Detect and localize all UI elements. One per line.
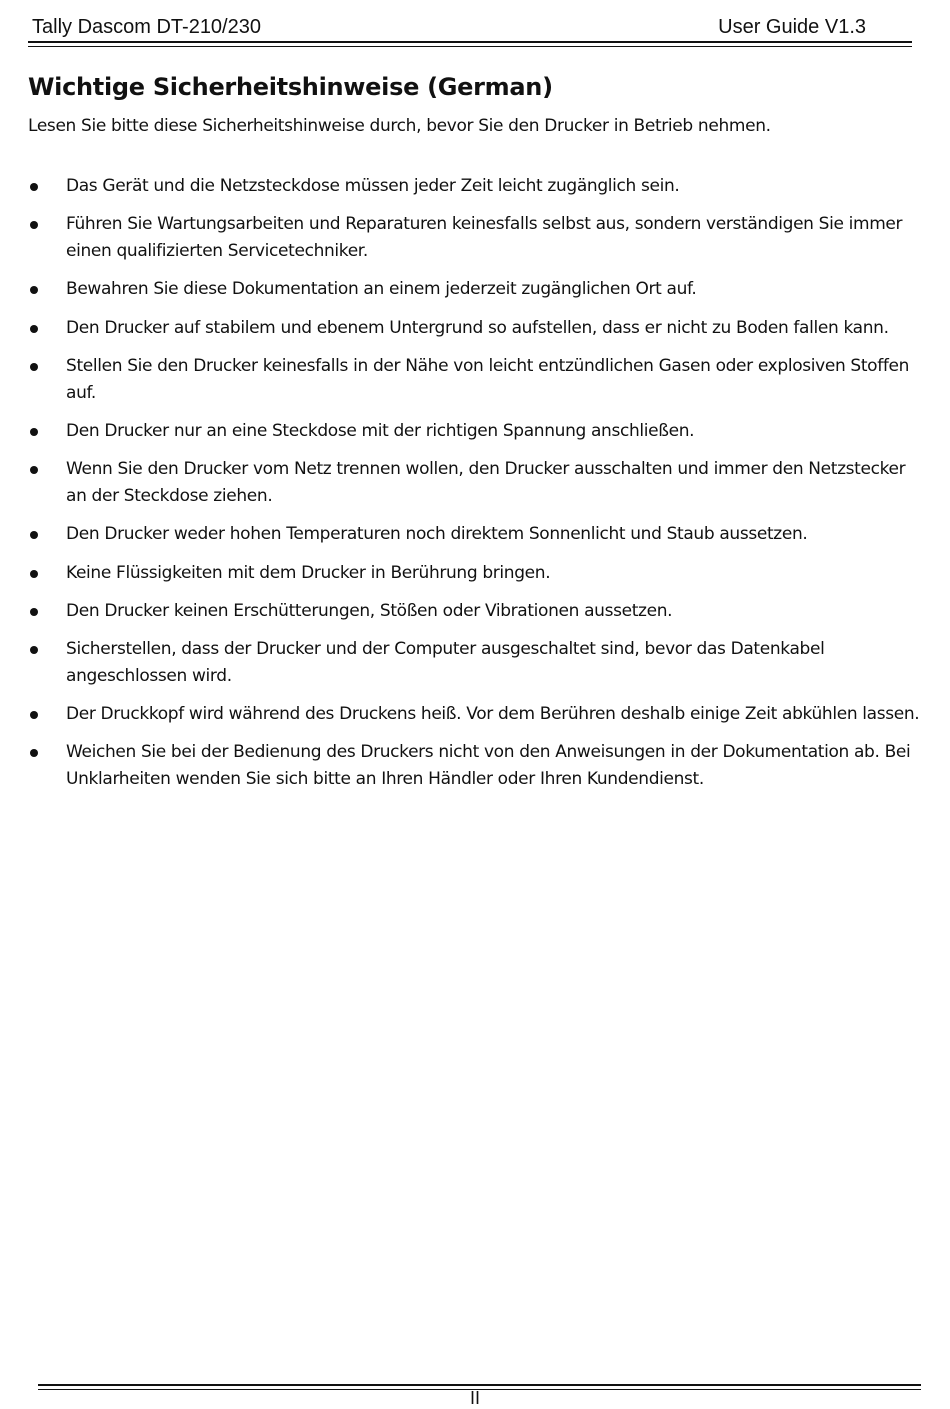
list-item — [28, 598, 920, 625]
bullet-icon — [30, 608, 38, 616]
list-item-text: Der Druckkopf wird während des Druckens heiß. Vor dem Berühren deshalb einige Zeit abkühlen lassen. — [66, 704, 920, 725]
list-item-text: Führen Sie Wartungsarbeiten und Reparaturen keinesfalls selbst aus, sondern verständigen Sie immer einen qualifizierten Servicetechniker. — [66, 214, 903, 262]
page-header — [28, 14, 912, 40]
list-item — [28, 560, 920, 587]
page-title: Wichtige Sicherheitshinweise (German) — [28, 73, 553, 101]
list-item-text: Keine Flüssigkeiten mit dem Drucker in Berührung bringen. — [66, 562, 551, 583]
header-guide-version: User Guide V1.3 — [718, 16, 866, 38]
list-item-text: Den Drucker weder hohen Temperaturen noch direktem Sonnenlicht und Staub aussetzen. — [66, 524, 808, 545]
header-rule — [28, 41, 912, 47]
list-item — [28, 173, 920, 200]
list-item — [28, 353, 920, 407]
list-item-text: Den Drucker keinen Erschütterungen, Stößen oder Vibrationen aussetzen. — [66, 600, 673, 621]
bullet-icon — [30, 363, 38, 371]
list-item-text: Den Drucker auf stabilem und ebenem Untergrund so aufstellen, dass er nicht zu Boden fallen kann. — [66, 317, 889, 338]
page-number: II — [469, 1388, 480, 1408]
header-product-name: Tally Dascom DT-210/230 — [32, 16, 261, 38]
list-item — [28, 701, 920, 728]
list-item-text: Bewahren Sie diese Dokumentation an einem jederzeit zugänglichen Ort auf. — [66, 279, 697, 300]
list-item — [28, 315, 920, 342]
list-item-text: Sicherstellen, dass der Drucker und der Computer ausgeschaltet sind, bevor das Datenkabel angeschlossen wird. — [66, 638, 825, 686]
bullet-icon — [30, 286, 38, 294]
bullet-icon — [30, 646, 38, 654]
list-item — [28, 276, 920, 303]
bullet-icon — [30, 325, 38, 333]
page-content — [28, 70, 920, 804]
bullet-icon — [30, 711, 38, 719]
list-item-text: Den Drucker nur an eine Steckdose mit der richtigen Spannung anschließen. — [66, 420, 695, 441]
bullet-icon — [30, 428, 38, 436]
intro-paragraph: Lesen Sie bitte diese Sicherheitshinweise durch, bevor Sie den Drucker in Betrieb nehmen. — [28, 116, 771, 136]
list-item — [28, 739, 920, 793]
list-item — [28, 418, 920, 445]
bullet-icon — [30, 570, 38, 578]
list-item — [28, 636, 920, 690]
list-item-text: Weichen Sie bei der Bedienung des Druckers nicht von den Anweisungen in der Dokumentation ab. Bei Unklarheiten wenden Sie sich bitte an Ihren Händler oder Ihren Kundendienst. — [66, 742, 911, 790]
bullet-icon — [30, 183, 38, 191]
list-item — [28, 521, 920, 548]
bullet-icon — [30, 221, 38, 229]
bullet-icon — [30, 531, 38, 539]
bullet-icon — [30, 749, 38, 757]
list-item — [28, 456, 920, 510]
list-item-text: Wenn Sie den Drucker vom Netz trennen wollen, den Drucker ausschalten und immer den Netzstecker an der Steckdose ziehen. — [66, 459, 906, 507]
bullet-icon — [30, 466, 38, 474]
safety-list — [28, 173, 920, 793]
list-item — [28, 211, 920, 265]
list-item-text: Das Gerät und die Netzsteckdose müssen jeder Zeit leicht zugänglich sein. — [66, 176, 680, 196]
list-item-text: Stellen Sie den Drucker keinesfalls in der Nähe von leicht entzündlichen Gasen oder explosiven Stoffen auf. — [66, 355, 910, 403]
